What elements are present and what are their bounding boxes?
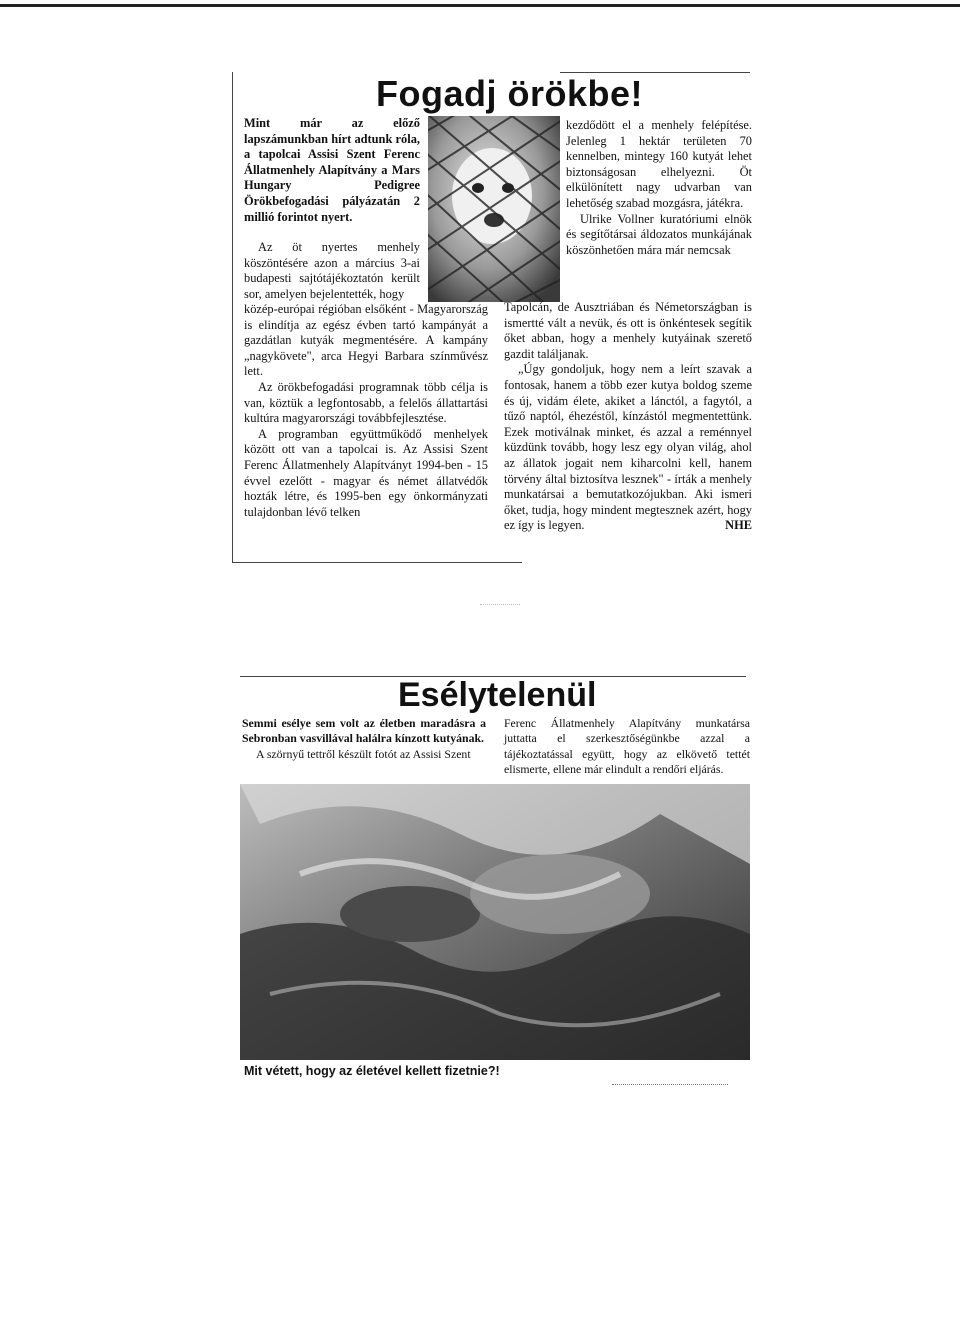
- page-top-rule: [0, 4, 960, 7]
- article1-lead-text: Mint már az előző lapszámunkban hírt adtunk róla, a tapolcai Assisi Szent Ferenc Állatmenhely Alapítvány a Mars Hungary Pedigree Örökbefogadási pályázatán 2 millió forintot nyert.: [244, 116, 420, 224]
- article1-lead: [244, 116, 420, 225]
- article2-col2: [504, 716, 750, 778]
- dog-photo-graphic: [428, 116, 560, 302]
- article2-lead: Semmi esélye sem volt az életben maradásra a Sebronban vasvillával halálra kínzott kutyának.: [242, 716, 486, 746]
- article2-bottom-rule: [612, 1084, 728, 1086]
- injured-dog-graphic: [240, 784, 750, 1060]
- article1-col2-para4: [504, 362, 752, 534]
- article1-col1-top: [244, 240, 420, 302]
- article1-col1-para2: Az örökbefogadási programnak több célja is van, köztük a legfontosabb, a felelős állattartási kultúra magyarországi továbbfejlesztése.: [244, 379, 488, 426]
- article1-col1-top-text: Az öt nyertes menhely köszöntésére azon a március 3-ai budapesti sajtótájékoztatón került sor, amelyen bejelentették, hogy: [244, 240, 420, 301]
- article2-photo-caption: Mit vétett, hogy az életével kellett fizetnie?!: [244, 1064, 500, 1078]
- article1-col1-para1: közép-európai régióban elsőként - Magyarország is elindítja az egész évben tartó kampányát a gazdátlan kutyák megmentésére. A kampány „nagykövete", arca Hegyi Barbara színművész lett.: [244, 302, 488, 379]
- article1-col1-bottom: [244, 302, 488, 520]
- article1-col2-para3: Tapolcán, de Ausztriában és Németországban is ismertté vált a nevük, és ott is önkéntesek segítik őket abban, hogy a menhely kutyáinak szerető gazdit találjanak.: [504, 300, 752, 361]
- article1-col2-top: [566, 118, 752, 258]
- article2-col2-text: Ferenc Állatmenhely Alapítvány munkatársa juttatta el szerkesztőségünkbe azzal a tájékoztatással együtt, hogy az elkövető tettét elismerte, ellene már elindult a rendőri eljárás.: [504, 716, 750, 777]
- article1-quote-text: „Úgy gondoljuk, hogy nem a leírt szavak a fontosak, hanem a több ezer kutya boldog szeme és új, vidám élete, akiket a lánctól, a fagytól, a tűző naptól, éhezéstől, kínzástól megmentettünk. Ezek motiválnak minket, és azzal a reménnyel küzdünk tovább, hogy lesz egy olyan világ, ahol az állatok jogait nem kiharcolni kell, hanem törvény által biztosítva lesznek" - írták a menhely munkatársai a bemutatkozójukban. Aki ismeri őket, tudja, hogy mindent megtesznek azért, hogy ez így is legyen.: [504, 362, 752, 533]
- article1-bottom-rule: [232, 562, 522, 563]
- article1-col2-para1: kezdődött el a menhely felépítése. Jelenleg 1 hektár területen 70 kennelben, mintegy 160 kutyát lehet biztonságosan elhelyezni. Öt elkülönített nagy udvarban van lehetőség szabad mozgásra, játékra.: [566, 118, 752, 210]
- article2-title: Esélytelenül: [398, 676, 597, 714]
- dog-behind-fence-photo: [428, 116, 560, 302]
- article2-col1-text: A szörnyű tettről készült fotót az Assisi Szent: [256, 746, 471, 761]
- injured-dog-photo: [240, 784, 750, 1060]
- article1-col1-para3: A programban együttműködő menhelyek között ott van a tapolcai is. Az Assisi Szent Ferenc Állatmenhely Alapítványt 1994-ben - 15 évvel ezelőtt - magyar és német állatvédők hozták létre, és 1995-ben egy önkormányzati tulajdonban lévő telken: [244, 426, 488, 519]
- article1-left-rule: [232, 72, 233, 562]
- article2-col1: [242, 716, 486, 762]
- article1-col2-para2: Ulrike Vollner kuratóriumi elnök és segítőtársai áldozatos munkájának köszönhetően mára már nemcsak: [566, 211, 752, 257]
- article1-col2-bottom: [504, 300, 752, 534]
- article1-title: Fogadj örökbe!: [376, 73, 643, 114]
- article1-signature: NHE: [725, 518, 752, 533]
- print-speck: [480, 604, 520, 613]
